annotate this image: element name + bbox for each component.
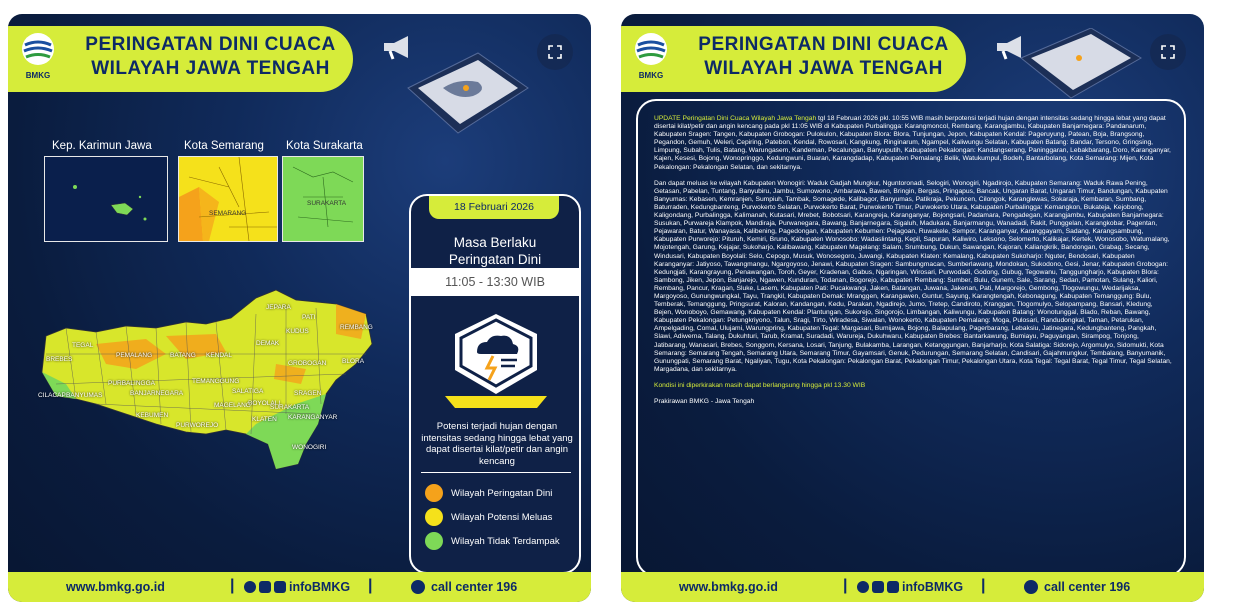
- map-label-karanganyar: KARANGANYAR: [288, 414, 338, 421]
- update-paragraph: UPDATE Peringatan Dini Cuaca Wilayah Jawa Tengah tgl 18 Februari 2026 pkl. 10:55 WIB masih berpotensi terjadi hujan dengan intensitas sedang hingga lebat yang dapat disertai kilat/petir dan angin kencang pada pkl 11:05 WIB di Kabupaten Purbalingga: Karangmoncol, Rembang, Karangjambu, Kabupaten Banjarnegara: Pandanarum, Kabupaten Sragen: Tangen, Kabupaten Grobogan: Pulokulon, Kabupaten Blora: Blora, Tunjungan, Jepon, Kabupaten Kendal: Pageruyung, Patean, Boja, Brangsong, Pegandon, Gemuh, Weleri, Cepiring, Patebon, Kendal, Rowosari, Kangkung, Ringinarum, Ngampel, Kaliwungu Selatan, Kabupaten Batang: Bandar, Tersono, Gringsing, Limpung, Subah, Tulis, Batang, Warungasem, Kandeman, Pecalungan, Banyuputih, Kabupaten Pekalongan: Kandangserang, Paninggaran, Lebakbarang, Doro, Karanganyar, Kajen, Kesesi, Bojong, Wonopringgo, Kedungwuni, Buaran, Karangdadap, Kabupaten Pemalang: Belik, Watukumpul, Bodeh, Bantarbolang, Kota Semarang: Mijen, Kota Pekalongan: Pekalongan Selatan, dan sekitarnya.: [654, 115, 1171, 171]
- phone-illustration: [388, 48, 538, 153]
- map-label-boyolali: BOYOLALI: [248, 400, 281, 407]
- expand-button[interactable]: [1150, 34, 1186, 70]
- thunderstorm-icon: [445, 308, 547, 413]
- map-label-batang: BATANG: [170, 352, 196, 359]
- map-label-kendal: KENDAL: [206, 352, 233, 359]
- warning-text-box: [636, 99, 1186, 577]
- duration-note: Kondisi ini diperkirakan masih dapat berlangsung hingga pkl 13.30 WIB: [654, 381, 866, 389]
- validity-time: 11:05 - 13:30 WIB: [411, 268, 579, 296]
- call-center[interactable]: call center 196: [411, 580, 517, 594]
- bmkg-logo: [630, 31, 672, 83]
- footer-bar: [8, 572, 591, 602]
- legend-swatch: [425, 484, 443, 502]
- phone-icon: [1024, 580, 1038, 594]
- page-title: PERINGATAN DINI CUACA WILAYAH JAWA TENGAH: [85, 34, 336, 79]
- page-title: PERINGATAN DINI CUACA WILAYAH JAWA TENGAH: [698, 34, 949, 79]
- warning-map-card: [8, 14, 591, 602]
- call-center[interactable]: call center 196: [1024, 580, 1130, 594]
- youtube-icon: [274, 581, 286, 593]
- instagram-icon: [259, 581, 271, 593]
- map-label-jepara: JEPARA: [266, 304, 291, 311]
- map-label-cilacap: CILACAP: [38, 392, 66, 399]
- website-link[interactable]: www.bmkg.go.id: [679, 580, 778, 594]
- central-java-map: [36, 284, 376, 479]
- youtube-icon: [887, 581, 899, 593]
- footer-divider: |: [843, 577, 848, 594]
- panel-divider: [421, 472, 571, 473]
- footer-divider: |: [368, 577, 373, 594]
- expansion-paragraph: Dan dapat meluas ke wilayah Kabupaten Wonogiri: Waduk Gadjah Mungkur, Nguntoronadi, Selogiri, Wonogiri, Ngadirojo, Kabupaten Semarang: Waduk Rawa Pening, Getasan, Pabelan, Tuntang, Banyubiru, Jambu, Sumowono, Ambarawa, Bawen, Bringin, Bergas, Pringapus, Bancak, Ungaran Barat, Ungaran Timur, Bandungan, Kabupaten Banyumas: Kebasen, Kemranjen, Sumpiuh, Tambak, Somagede, Kalibagor, Banyumas, Patikraja, Pekuncen, Cilongok, Karanglewas, Sokaraja, Kembaran, Sumbang, Baturraden, Kedungbanteng, Purwokerto Selatan, Purwokerto Barat, Purwokerto Timur, Purwokerto Utara, Kabupaten Purbalingga: Kemangkon, Bukateja, Kejobong, Kaligondang, Purbalingga, Kalimanah, Kutasari, Mrebet, Bobotsari, Karangreja, Karanganyar, Bojongsari, Padamara, Pengadegan, Karangjambu, Kabupaten Banjarnegara: Susukan, Purwareja Klampok, Mandiraja, Purwanegara, Bawang, Banjarnegara, Sigaluh, Madukara, Banjarmangu, Wanadadi, Rakit, Punggelan, Karangkobar, Pagentan, Pejawaran, Batur, Wanayasa, Kalibening, Pagedongan, Kabupaten Kebumen: Pejagoan, Ruwakele, Sempor, Karanganyar, Karanggayam, Sadang, Karangsambung, Kabupaten Purworejo: Pituruh, Kemiri, Bruno, Kabupaten Wonosobo: Wadaslintang, Kepil, Sapuran, Kaliwiro, Leksono, Selomerto, Kalikajar, Kertek, Wonosobo, Watumalang, Mojotengah, Garung, Kejajar, Sukoharjo, Kalibawang, Kabupaten Magelang: Salam, Srumbung, Dukun, Sawangan, Kajoran, Kaliangkrik, Bandongan, Grabag, Secang, Windusari, Kabupaten Boyolali: Selo, Cepogo, Musuk, Wonosegoro, Juwangi, Kabupaten Klaten: Kemalang, Kabupaten Sukoharjo: Nguter, Bendosari, Kabupaten Karanganyar: Jatiyoso, Tawangmangu, Ngargoyoso, Jenawi, Kabupaten Sragen: Sambungmacan, Sumberlawang, Mondokan, Sukodono, Gesi, Jenar, Kabupaten Grobogan: Kedungjati, Karangrayung, Penawangan, Toroh, Geyer, Kradenan, Gabus, Ngaringan, Wirosari, Purwodadi, Godong, Gubug, Tegowanu, Tanggungharjo, Kabupaten Blora: Sambong, Jiken, Jepon, Banjarejo, Ngawen, Kunduran, Todanan, Bogorejo, Kabupaten Rembang: Sumber, Bulu, Gunem, Sale, Sarang, Sedan, Pamotan, Sulang, Kaliori, Rembang, Pancur, Kragan, Sluke, Lasem, Kabupaten Pati: Pucakwangi, Jaken, Batangan, Juwana, Jakenan, Pati, Margorejo, Gembong, Tlogowungu, Wedarijaksa, Margoyoso, Gunungwungkal, Tayu, Trangkil, Kabupaten Demak: Mranggen, Karangawen, Guntur, Sayung, Karangtengah, Kebonagung, Kabupaten Temanggung: Bulu, Temberak, Temanggung, Pringsurat, Kaloran, Kandangan, Kedu, Parakan, Ngadirejo, Jumo, Tretep, Candiroto, Kranggan, Tlogomulyo, Selopampang, Bansari, Kledung, Bejen, Wonoboyo, Gemawang, Kabupaten Kendal: Plantungan, Sukorejo, Singorojo, Limbangan, Kaliwungu, Kabupaten Batang: Wonotunggal, Blado, Reban, Bawang, Kabupaten Pekalongan: Petungkriyono, Talun, Sragi, Tirto, Wiradesa, Siwalan, Wonokerto, Kabupaten Pemalang: Moga, Pulosari, Randudongkal, Taman, Petarukan, Ampelgading, Comal, Ulujami, Warungpring, Kabupaten Tegal: Margasari, Bumijawa, Bojong, Balapulang, Pagerbarang, Lebaksiu, Jatinegara, Kedungbanteng, Pangkah, Slawi, Adiwerna, Talang, Dukuhturi, Tarub, Kramat, Suradadi, Warureja, Dukuhwaru, Kabupaten Brebes: Bantarkawung, Bumiayu, Paguyangan, Sirampog, Tonjong, Jatibarang, Wanasari, Brebes, Songgom, Kersana, Losari, Tanjung, Bulakamba, Larangan, Ketanggungan, Banjarharjo, Kota Salatiga: Sidorejo, Argomulyo, Sidomukti, Kota Semarang: Semarang Tengah, Semarang Utara, Semarang Timur, Gayamsari, Genuk, Pedurungan, Semarang Selatan, Candisari, Gajahmungkur, Tembalang, Banyumanik, Gunungpati, Semarang Barat, Ngaliyan, Tugu, Kota Pekalongan: Pekalongan Barat, Pekalongan Timur, Pekalongan Utara, Kota Tegal: Tegal Barat, Tegal Timur, Tegal Selatan, Margadana, dan sekitarnya.: [654, 179, 1172, 373]
- map-label-grobogan: GROBOGAN: [288, 360, 327, 367]
- svg-text:BMKG: BMKG: [25, 71, 51, 80]
- instagram-icon: [872, 581, 884, 593]
- map-label-banyumas: BANYUMAS: [66, 392, 103, 399]
- map-label-surakarta: SURAKARTA: [270, 404, 310, 411]
- map-label-magelang: MAGELANG: [214, 402, 251, 409]
- map-label-blora: BLORA: [342, 358, 365, 365]
- bmkg-logo: [17, 31, 59, 83]
- map-label-kudus: KUDUS: [286, 328, 309, 335]
- warning-text-card: [621, 14, 1204, 602]
- footer-divider: |: [981, 577, 986, 594]
- map-label-rembang: REMBANG: [340, 324, 373, 331]
- map-label-klaten: KLATEN: [252, 416, 277, 423]
- map-label-wonogiri: WONOGIRI: [292, 444, 327, 451]
- legend-swatch: [425, 508, 443, 526]
- legend-item-unaffected: Wilayah Tidak Terdampak: [425, 532, 560, 550]
- map-label-sragen: SRAGEN: [294, 390, 322, 397]
- forecaster-signature: Prakirawan BMKG - Jawa Tengah: [654, 398, 755, 405]
- map-label-demak: DEMAK: [256, 340, 280, 347]
- footer-bar: [621, 572, 1204, 602]
- warning-info-panel: [409, 194, 581, 574]
- map-label-kebumen: KEBUMEN: [136, 412, 169, 419]
- expand-icon: [1161, 45, 1175, 59]
- svg-text:BMKG: BMKG: [638, 71, 664, 80]
- social-links[interactable]: infoBMKG: [244, 580, 350, 594]
- svg-text:SURAKARTA: SURAKARTA: [307, 200, 347, 207]
- map-label-brebes: BREBES: [46, 356, 73, 363]
- legend-item-warning: Wilayah Peringatan Dini: [425, 484, 552, 502]
- legend-swatch: [425, 532, 443, 550]
- map-label-purworejo: PURWOREJO: [176, 422, 219, 429]
- map-label-purbalingga: PURBALINGGA: [108, 380, 155, 387]
- legend-item-potential: Wilayah Potensi Meluas: [425, 508, 552, 526]
- map-label-temanggung: TEMANGGUNG: [192, 378, 240, 385]
- warning-date: 18 Februari 2026: [429, 195, 559, 219]
- expand-button[interactable]: [537, 34, 573, 70]
- map-label-salatiga: SALATIGA: [232, 388, 264, 395]
- map-label-banjarnegara: BANJARNEGARA: [130, 390, 184, 397]
- threads-icon: [857, 581, 869, 593]
- inset-map-surakarta: [282, 156, 364, 242]
- inset-label-semarang: Kota Semarang: [184, 140, 264, 152]
- expand-icon: [548, 45, 562, 59]
- threads-icon: [244, 581, 256, 593]
- inset-map-karimun: [44, 156, 168, 242]
- phone-icon: [411, 580, 425, 594]
- inset-label-karimun: Kep. Karimun Jawa: [52, 140, 152, 152]
- validity-heading: Masa Berlaku Peringatan Dini: [448, 235, 542, 267]
- website-link[interactable]: www.bmkg.go.id: [66, 580, 165, 594]
- footer-divider: |: [230, 577, 235, 594]
- svg-text:SEMARANG: SEMARANG: [209, 210, 247, 217]
- map-label-tegal: TEGAL: [72, 342, 94, 349]
- inset-map-semarang: [178, 156, 278, 242]
- social-links[interactable]: infoBMKG: [857, 580, 963, 594]
- map-label-pati: PATI: [302, 314, 316, 321]
- map-label-pemalang: PEMALANG: [116, 352, 153, 359]
- warning-description: Potensi terjadi hujan dengan intensitas sedang hingga lebat yang dapat disertai kilat/petir dan angin kencang: [421, 421, 573, 467]
- inset-label-surakarta: Kota Surakarta: [286, 140, 363, 152]
